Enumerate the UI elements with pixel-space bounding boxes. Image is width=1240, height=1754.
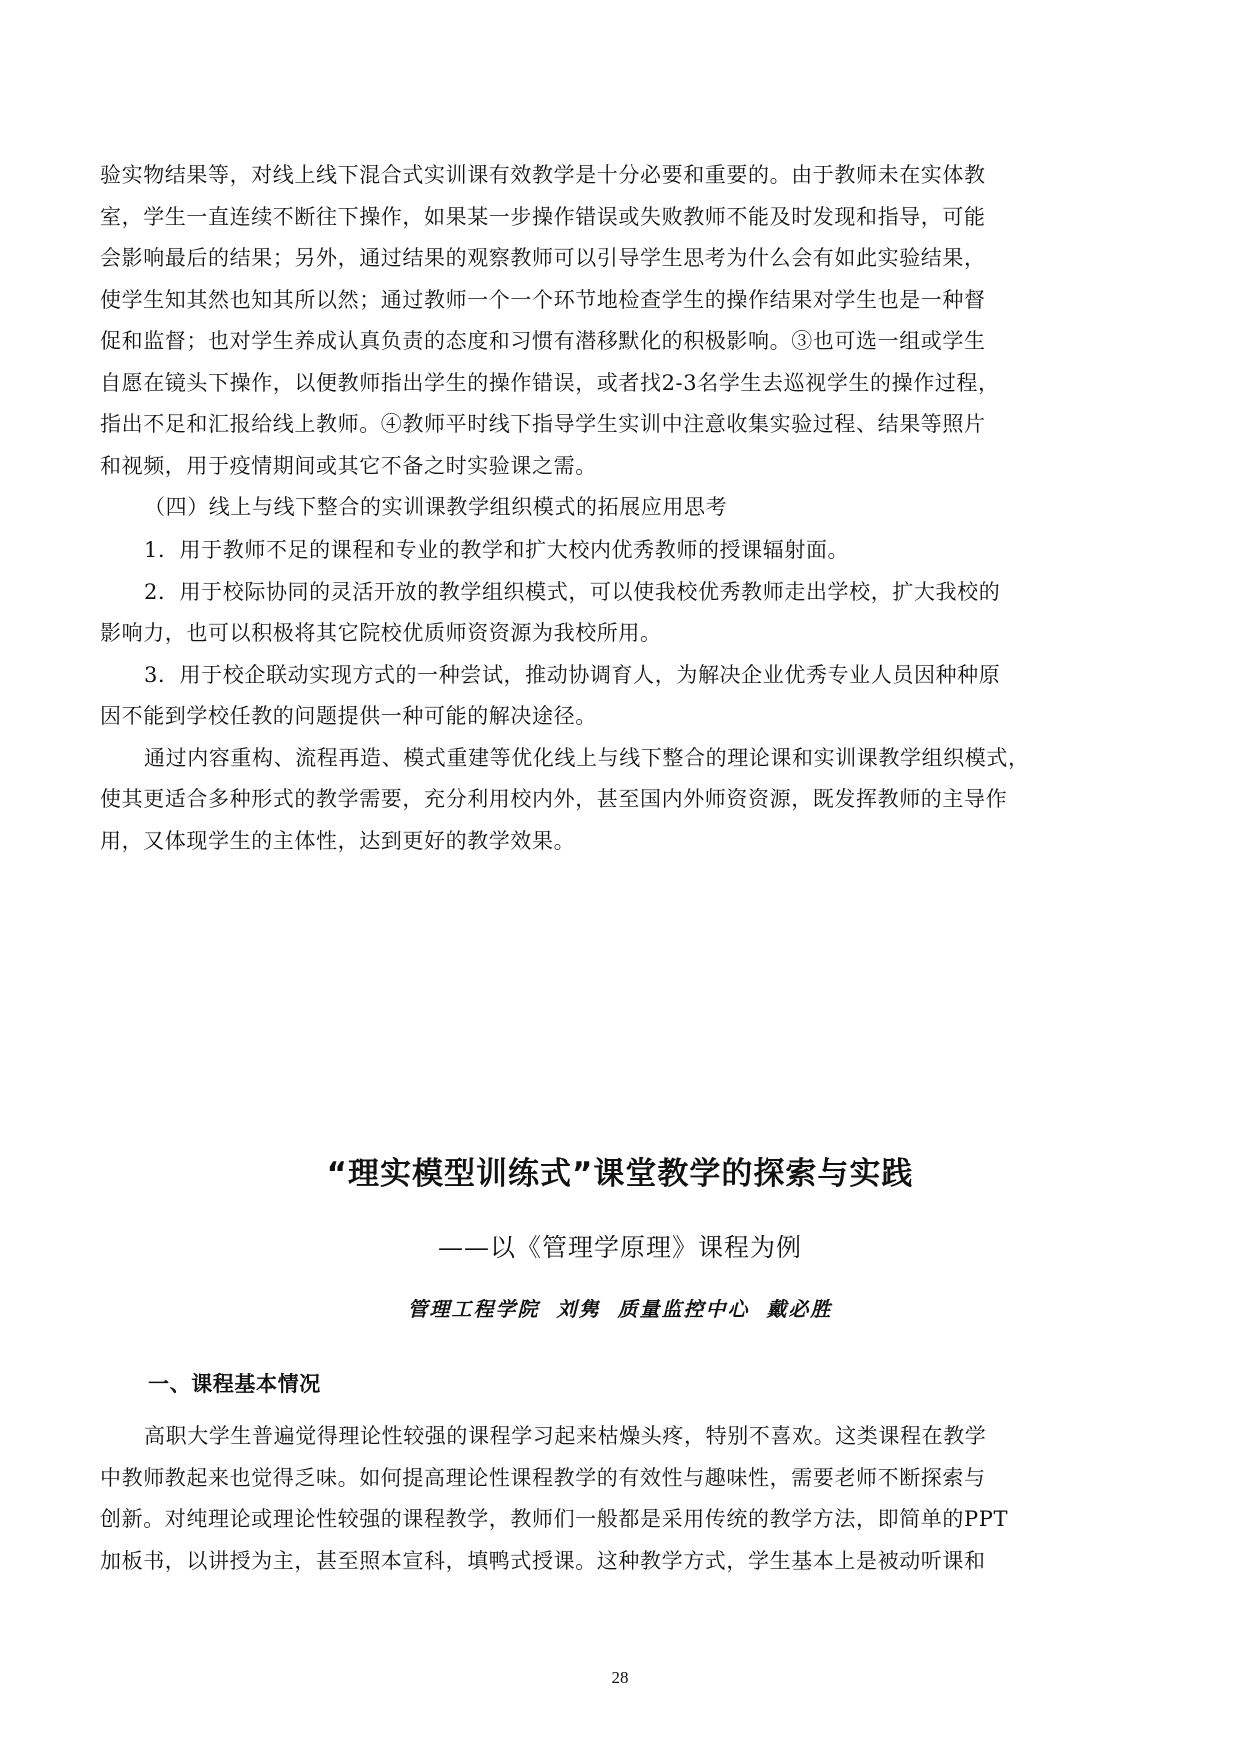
section-1-paragraph <box>100 1416 1140 1582</box>
list-item-2: 2．用于校际协同的灵活开放的教学组织模式，可以使我校优秀教师走出学校，扩大我校的 <box>144 579 1001 604</box>
section-4-heading: （四）线上与线下整合的实训课教学组织模式的拓展应用思考 <box>144 495 728 519</box>
section-4-heading-block <box>100 487 1140 529</box>
article-authors: 管理工程学院 刘隽 质量监控中心 戴必胜 <box>407 1297 833 1321</box>
text-line: 指出不足和汇报给线上教师。④教师平时线下指导学生实训中注意收集实验过程、结果等照片 <box>100 412 986 436</box>
text-line: 促和监督；也对学生养成认真负责的态度和习惯有潜移默化的积极影响。③也可选一组或学生 <box>100 329 986 353</box>
text-line: 和视频，用于疫情期间或其它不备之时实验课之需。 <box>100 453 597 478</box>
text-line: 创新。对纯理论或理论性较强的课程教学，教师们一般都是采用传统的教学方法，即简单的PPT <box>100 1507 1009 1531</box>
conclusion-line: 通过内容重构、流程再造、模式重建等优化线上与线下整合的理论课和实训课教学组织模式， <box>144 745 1030 770</box>
list-item-3: 3．用于校企联动实现方式的一种尝试，推动协调育人，为解决企业优秀专业人员因种种原 <box>144 662 1001 687</box>
conclusion-line: 用，又体现学生的主体性，达到更好的教学效果。 <box>100 828 576 853</box>
text-line: 中教师教起来也觉得乏味。如何提高理论性课程教学的有效性与趣味性，需要老师不断探索与 <box>100 1465 986 1490</box>
continued-paragraph <box>100 155 1140 487</box>
article-title: “理实模型训练式”课堂教学的探索与实践 <box>326 1156 914 1192</box>
text-line: 验实物结果等，对线上线下混合式实训课有效教学是十分必要和重要的。由于教师未在实体教 <box>100 163 986 187</box>
list-item-3-continued: 因不能到学校任教的问题提供一种可能的解决途径。 <box>100 704 597 728</box>
conclusion-line: 使其更适合多种形式的教学需要，充分利用校内外，甚至国内外师资资源，既发挥教师的主导作 <box>100 787 1008 811</box>
article-subtitle: ——以《管理学原理》课程为例 <box>437 1233 802 1262</box>
page-number: 28 <box>611 1668 629 1687</box>
list-item-1: 1．用于教师不足的课程和专业的教学和扩大校内优秀教师的授课辐射面。 <box>144 538 850 562</box>
list-item-2-continued: 影响力，也可以积极将其它院校优质师资资源为我校所用。 <box>100 621 662 645</box>
text-line: 高职大学生普遍觉得理论性较强的课程学习起来枯燥头疼，特别不喜欢。这类课程在教学 <box>144 1424 987 1448</box>
text-line: 室，学生一直连续不断往下操作，如果某一步操作错误或失败教师不能及时发现和指导，可能 <box>100 204 986 229</box>
text-line: 使学生知其然也知其所以然；通过教师一个一个环节地检查学生的操作结果对学生也是一种督 <box>100 287 986 312</box>
section-4-content <box>100 530 1140 862</box>
section-1-heading: 一、课程基本情况 <box>148 1372 321 1396</box>
text-line: 加板书，以讲授为主，甚至照本宣科，填鸭式授课。这种教学方式，学生基本上是被动听课和 <box>100 1548 986 1573</box>
text-line: 自愿在镜头下操作，以便教师指出学生的操作错误，或者找2-3名学生去巡视学生的操作过程， <box>100 370 1000 395</box>
text-line: 会影响最后的结果；另外，通过结果的观察教师可以引导学生思考为什么会有如此实验结果， <box>100 246 986 270</box>
